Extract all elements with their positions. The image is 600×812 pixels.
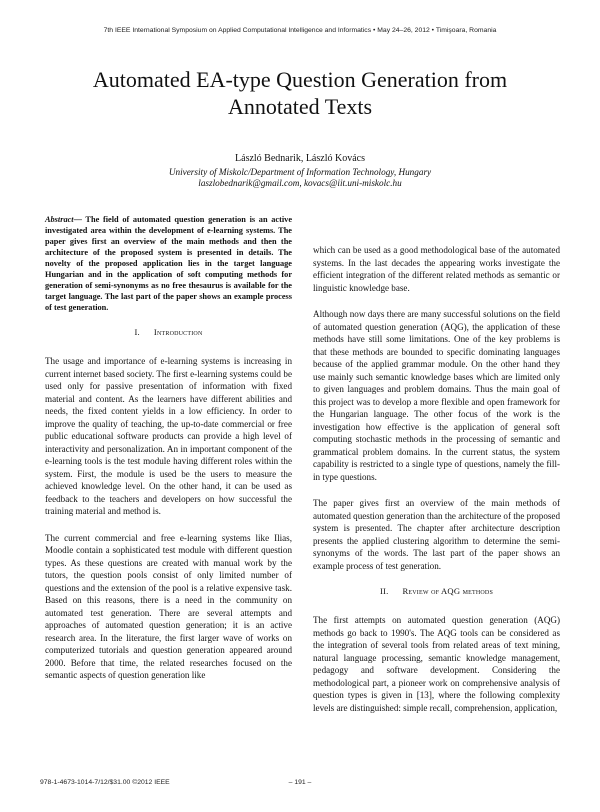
authors: László Bednarik, László Kovács: [235, 153, 365, 164]
paragraph: Although now days there are many successful solutions on the field of automated question generation (AQG), the application of these methods have still some limitations. One of the key problems is that these methods are bounded to specific dominating languages because of the applied grammar module. On the other hand they use mainly such semantic knowledge bases which are limited only to given languages and problem domains. Thus the main goal of this project was to develop a more flexible and open framework for the Hungarian language. The other focus of the work is the investigation how effective is the application of general soft computing stochastic methods in the processing of semantic and grammatical problem domains. In the current status, the system capability is restricted to a single type of questions, namely the fill-in type questions.: [313, 309, 560, 482]
paper-title-line-2: Annotated Texts: [227, 94, 373, 119]
left-column: [45, 214, 292, 696]
section-title: Review of AQG methods: [402, 586, 493, 596]
conference-header: 7th IEEE International Symposium on Applied Computational Intelligence and Informatics • May 24–26, 2012 • Timişoara, Romania: [103, 27, 497, 34]
affiliation-institution: University of Miskolc/Department of Information Technology, Hungary: [168, 167, 432, 177]
section-heading-review: [313, 586, 560, 596]
affiliation-emails: laszlobednarik@gmail.com, kovacs@iit.uni-miskolc.hu: [198, 178, 402, 188]
abstract: [45, 214, 292, 313]
footer-isbn: 978-1-4673-1014-7/12/$31.00 ©2012 IEEE: [40, 779, 170, 786]
affiliation: [40, 167, 560, 189]
paragraph: which can be used as a good methodological base of the automated systems. In the last decades the appearing works investigate the efficient integration of the different related methods as semantic or linguistic knowledge base.: [313, 245, 560, 293]
paragraph: The current commercial and free e-learning systems like Ilias, Moodle contain a sophisticated test module with different question types. As these questions are created with manual work by the tutors, the question pools consist of only limited number of questions and the extension of the pool is a relative expensive task. Based on this reasons, there is a need in the community on automated test generation. There are several attempts and approaches of automated question generation; it is an active research area. In the literature, the first larger wave of works on computerized tutorials and question generation appeared around 2000. Before that time, the related researches focused on the semantic aspects of question generation like: [45, 532, 292, 680]
paragraph: The usage and importance of e-learning systems is increasing in current internet based society. The first e-learning systems could be used only for passive presentation of information with fixed material and content. As the learners have different abilities and needs, the fixed content yields in a low efficiency. In order to improve the quality of teaching, the up-to-date commercial or free public educational software products can provide a high level of interactivity and personalization. An in important component of the e-learning tools is the test module having different roles within the system. First, the module is used be the users to measure the achieved knowledge level. On the other hand, it can be used as feedback to the teachers and developers on how successful the training material and method is.: [45, 356, 292, 516]
footer-page-number: – 191 –: [288, 779, 312, 786]
right-column: [313, 244, 560, 728]
paragraph: The first attempts on automated question generation (AQG) methods go back to 1990's. The AQG tools can be considered as the integration of several tools from related areas of text mining, natural language processing, semantic knowledge management, pedagogy and software development. Considering the methodological part, a pioneer work on comprehensive analysis of question types is given in [13], where the following complexity levels are distinguished: simple recall, comprehension, application,: [313, 615, 560, 713]
abstract-text: — The field of automated question generation is an active investigated area within the development of e-learning systems. The paper gives first an overview of the main methods and then the architecture of the proposed system is presented in details. The novelty of the proposed application lies in the target language Hungarian and in the application of soft computing methods for generation of semi-synonyms as no free thesaurus is available for the target language. The last part of the paper shows an example process of test generation.: [45, 215, 292, 312]
paragraph: The paper gives first an overview of the main methods of automated question generation than the architecture of the proposed system is presented. The chapter after architecture description presents the applied clustering algorithm to determine the semi-synonyms of the words. The last part of the paper shows an example process of test generation.: [313, 498, 560, 571]
section-number: I.: [134, 327, 140, 337]
paper-title-line-1: Automated EA-type Question Generation from: [92, 67, 508, 92]
section-number: II.: [379, 586, 389, 596]
paper-title: [40, 66, 560, 120]
abstract-lead: Abstract: [45, 215, 74, 224]
section-title: Introduction: [153, 327, 203, 337]
section-heading-introduction: [45, 327, 292, 337]
